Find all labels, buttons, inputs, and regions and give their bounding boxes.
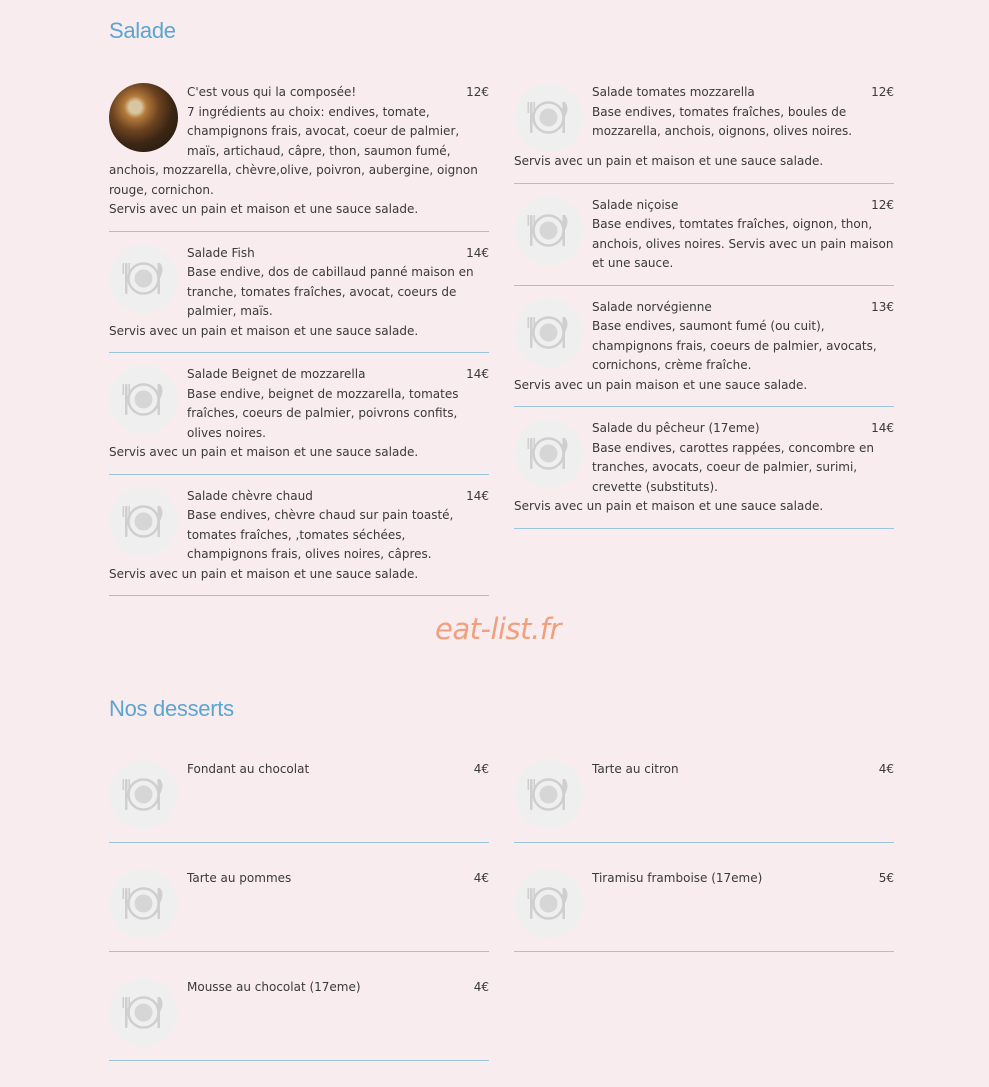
item-served-note: Servis avec un pain et maison et une sauce salade. [109,323,419,338]
item-name: Mousse au chocolat (17eme) [187,980,361,994]
salade-right-column [514,83,894,541]
salade-left-column [109,83,489,608]
item-price: 14€ [466,488,489,503]
item-price: 12€ [871,197,894,212]
menu-item [514,419,894,529]
menu-item [514,298,894,408]
plate-cutlery-icon [109,869,178,938]
plate-cutlery-icon [109,365,178,434]
menu-item [514,760,894,843]
plate-cutlery-icon [109,244,178,313]
menu-item [109,760,489,843]
item-name: Tarte au pommes [187,871,292,885]
item-description: Base endive, dos de cabillaud panné maison en tranche, tomates fraîches, avocat, coeurs de palmier, maïs. [187,265,474,318]
item-price: 12€ [466,85,489,99]
item-description: Base endives, saumont fumé (ou cuit), champignons frais, coeurs de palmier, avocats, cornichons, crème fraîche. [592,319,877,372]
plate-cutlery-icon [514,83,583,152]
menu-item [514,196,894,286]
item-name: Salade norvégienne [592,299,712,314]
menu-item [109,244,489,354]
desserts-heading: Nos desserts [109,696,234,721]
menu-item [109,869,489,952]
item-served-note: Servis avec un pain et maison et une sauce salade. [514,499,824,513]
plate-cutlery-icon [514,298,583,367]
item-price: 14€ [466,245,489,260]
salade-heading: Salade [109,18,176,43]
item-name: Salade Fish [187,245,255,260]
menu-item [109,978,489,1061]
item-price: 12€ [871,85,894,99]
plate-cutlery-icon [109,487,178,556]
plate-cutlery-icon [514,760,583,829]
item-price: 4€ [473,980,489,994]
plate-cutlery-icon [109,978,178,1047]
item-served-note: Servis avec un pain maison et une sauce salade. [514,377,808,392]
item-name: Fondant au chocolat [187,762,310,776]
item-name: Salade chèvre chaud [187,488,313,503]
item-description: Base endives, carottes rappées, concombre en tranches, avocats, coeur de palmier, surimi, crevette (substituts). [592,440,874,494]
item-price: 5€ [878,871,894,885]
plate-cutlery-icon [514,419,583,488]
item-price: 13€ [871,299,894,314]
desserts-left-column [109,760,489,1087]
watermark: eat-list.fr [435,612,561,646]
item-description: Base endives, tomates fraîches, boules de mozzarella, anchois, oignons, olives noires. [592,104,853,138]
item-price: 14€ [466,367,489,381]
item-description: 7 ingrédients au choix: endives, tomate, champignons frais, avocat, coeur de palmier, maïs, artichaud, câpre, thon, saumon fumé, anchois, mozzarella, chèvre,olive, poivron, aubergine, oignon rouge, cornichon. [109,104,478,197]
plate-cutlery-icon [514,196,583,265]
item-description: Base endives, chèvre chaud sur pain toasté, tomates fraîches, ,tomates séchées, champignons frais, olives noires, câpres. [187,508,454,561]
item-description: Base endives, tomtates fraîches, oignon, thon, anchois, olives noires. Servis avec un pain maison et une sauce. [592,217,894,270]
item-price: 14€ [871,421,894,435]
menu-item [109,365,489,475]
item-name: Tiramisu framboise (17eme) [592,871,763,885]
item-description: Base endive, beignet de mozzarella, tomates fraîches, coeurs de palmier, poivrons confits, olives noires. [187,386,459,440]
item-served-note: Servis avec un pain et maison et une sauce salade. [109,566,419,581]
plate-cutlery-icon [109,760,178,829]
item-price: 4€ [473,871,489,885]
item-name: Salade tomates mozzarella [592,85,755,99]
item-served-note: Servis avec un pain et maison et une sauce salade. [109,202,419,216]
menu-item [109,83,489,232]
item-served-note: Servis avec un pain et maison et une sauce salade. [109,445,419,459]
dish-photo [109,83,178,152]
item-price: 4€ [878,762,894,776]
item-name: Salade du pêcheur (17eme) [592,421,760,435]
item-name: Tarte au citron [592,762,679,776]
item-price: 4€ [473,762,489,776]
plate-cutlery-icon [514,869,583,938]
item-name: Salade Beignet de mozzarella [187,367,366,381]
item-name: Salade niçoise [592,197,679,212]
menu-item [109,487,489,597]
item-name: C'est vous qui la composée! [187,85,357,99]
menu-item [514,869,894,952]
item-served-note: Servis avec un pain et maison et une sauce salade. [514,154,824,168]
menu-item [514,83,894,184]
desserts-right-column [514,760,894,978]
